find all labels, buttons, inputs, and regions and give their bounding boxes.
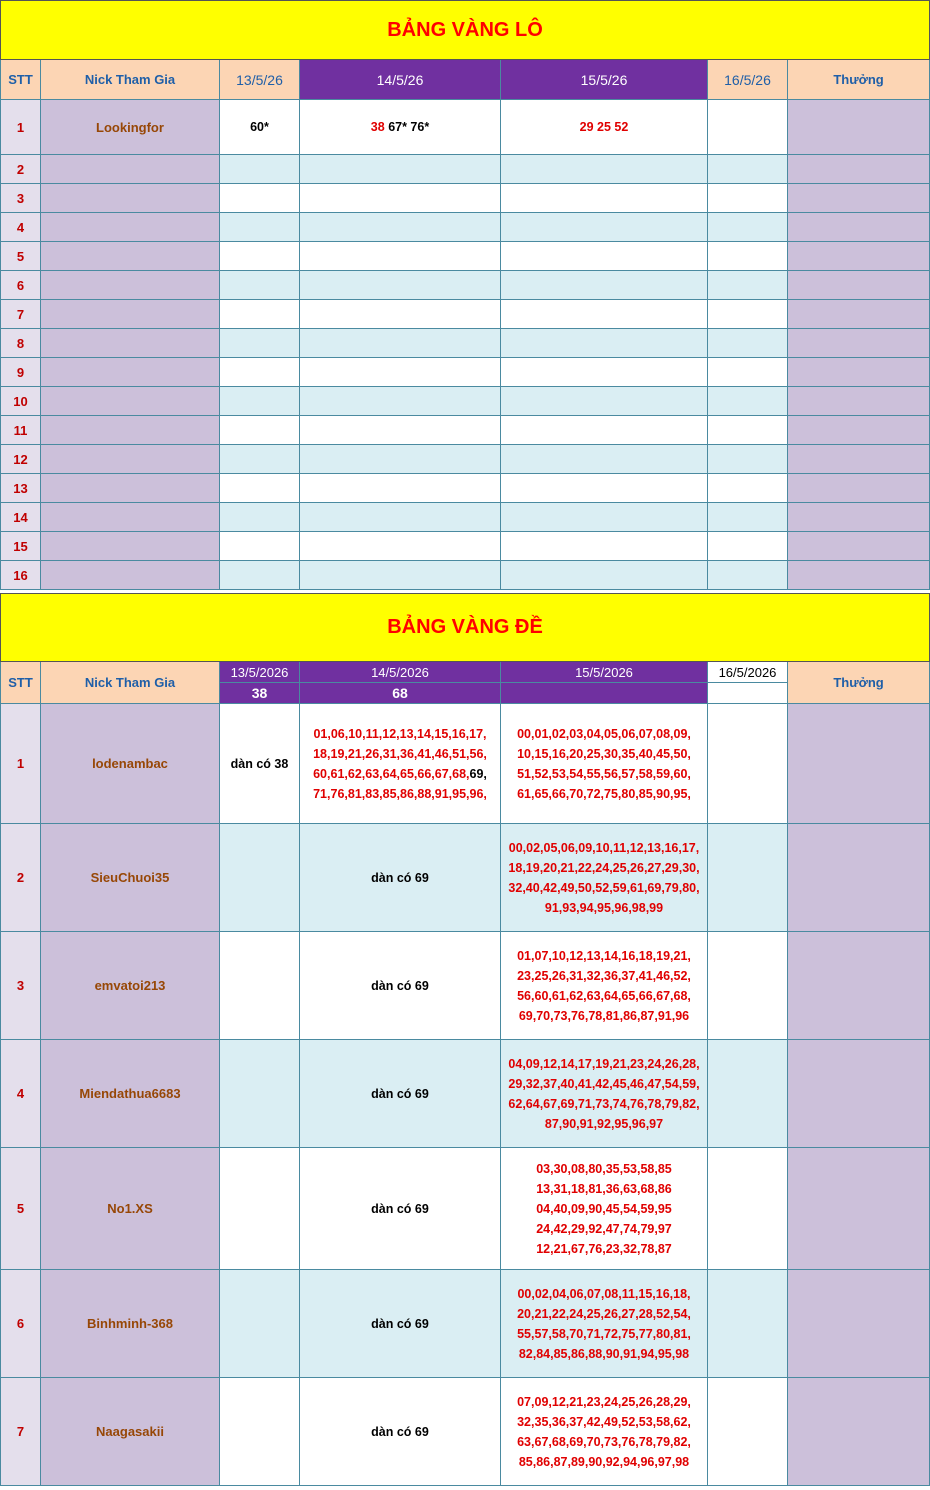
lo-row-date-3 bbox=[501, 532, 708, 561]
number-line: 87,90,91,92,95,96,97 bbox=[544, 1116, 664, 1131]
de-header-thuong: Thưởng bbox=[788, 662, 930, 704]
number-line: 29,32,37,40,41,42,45,46,47,54,59, bbox=[508, 1076, 700, 1091]
table-row bbox=[1, 1378, 930, 1486]
lo-row-date-1 bbox=[220, 416, 300, 445]
de-row-stt: 1 bbox=[1, 704, 41, 824]
de-row-thuong bbox=[788, 824, 930, 932]
lo-header-thuong: Thưởng bbox=[788, 60, 930, 100]
lo-row-nick bbox=[41, 184, 220, 213]
number-line: 10,15,16,20,25,30,35,40,45,50, bbox=[517, 746, 691, 761]
lo-row-date-2 bbox=[300, 329, 501, 358]
table-row bbox=[1, 155, 930, 184]
lo-row-date-1 bbox=[220, 474, 300, 503]
lo-row-thuong bbox=[788, 387, 930, 416]
dan-label: dàn có 69 bbox=[371, 978, 429, 993]
lo-row-thuong bbox=[788, 532, 930, 561]
lo-row-stt: 1 bbox=[1, 100, 41, 155]
de-row-date-1 bbox=[220, 1378, 300, 1486]
lo-row-date-2 bbox=[300, 184, 501, 213]
lo-row-date-3: 29 25 52 bbox=[501, 100, 708, 155]
lo-row-stt: 6 bbox=[1, 271, 41, 300]
lo-row-stt: 9 bbox=[1, 358, 41, 387]
number-line: 04,40,09,90,45,54,59,95 bbox=[536, 1201, 672, 1216]
lo-row-date-3 bbox=[501, 561, 708, 590]
number-line: 63,67,68,69,70,73,76,78,79,82, bbox=[517, 1434, 691, 1449]
lo-row-thuong bbox=[788, 213, 930, 242]
de-row-date-3 bbox=[501, 824, 708, 932]
lo-row-thuong bbox=[788, 329, 930, 358]
lo-row-date-3 bbox=[501, 416, 708, 445]
de-row-date-2 bbox=[300, 1148, 501, 1270]
de-row-stt: 7 bbox=[1, 1378, 41, 1486]
lo-row-nick bbox=[41, 416, 220, 445]
de-row-date-1 bbox=[220, 824, 300, 932]
table-row bbox=[1, 184, 930, 213]
table-row bbox=[1, 1270, 930, 1378]
lo-row-nick bbox=[41, 358, 220, 387]
lo-row-date-3 bbox=[501, 184, 708, 213]
number-line: 18,19,20,21,22,24,25,26,27,29,30, bbox=[508, 860, 700, 875]
number-line: 24,42,29,92,47,74,79,97 bbox=[536, 1221, 672, 1236]
lo-row-thuong bbox=[788, 561, 930, 590]
number-line: 69, bbox=[469, 766, 487, 781]
lo-number-black: 67* 76* bbox=[388, 120, 430, 134]
lo-row-stt: 11 bbox=[1, 416, 41, 445]
de-header-date-4: 16/5/2026 bbox=[708, 662, 788, 683]
dan-label: dàn có 69 bbox=[371, 870, 429, 885]
table-row bbox=[1, 932, 930, 1040]
dan-label: dàn có 69 bbox=[371, 1316, 429, 1331]
number-line: 00,01,02,03,04,05,06,07,08,09, bbox=[517, 726, 691, 741]
number-line: 12,21,67,76,23,32,78,87 bbox=[536, 1241, 672, 1256]
lo-row-thuong bbox=[788, 155, 930, 184]
de-table bbox=[0, 593, 930, 1486]
number-line: 56,60,61,62,63,64,65,66,67,68, bbox=[517, 988, 691, 1003]
table-row bbox=[1, 561, 930, 590]
lo-row-date-1 bbox=[220, 329, 300, 358]
lo-row-date-1 bbox=[220, 503, 300, 532]
lo-row-thuong bbox=[788, 445, 930, 474]
number-line: 13,31,18,81,36,63,68,86 bbox=[536, 1181, 672, 1196]
lo-row-date-2 bbox=[300, 271, 501, 300]
de-row-thuong bbox=[788, 704, 930, 824]
number-line: 55,57,58,70,71,72,75,77,80,81, bbox=[517, 1326, 691, 1341]
lo-row-stt: 5 bbox=[1, 242, 41, 271]
lo-row-nick bbox=[41, 213, 220, 242]
lo-row-date-3 bbox=[501, 474, 708, 503]
lo-row-date-4 bbox=[708, 561, 788, 590]
lo-row-date-4 bbox=[708, 300, 788, 329]
lo-row-date-2 bbox=[300, 445, 501, 474]
lo-row-date-1 bbox=[220, 184, 300, 213]
lo-row-nick bbox=[41, 271, 220, 300]
de-row-date-4 bbox=[708, 1148, 788, 1270]
lo-row-date-4 bbox=[708, 532, 788, 561]
lo-row-stt: 10 bbox=[1, 387, 41, 416]
lo-row-date-4 bbox=[708, 242, 788, 271]
number-line: 32,35,36,37,42,49,52,53,58,62, bbox=[517, 1414, 691, 1429]
lo-row-stt: 4 bbox=[1, 213, 41, 242]
de-row-date-4 bbox=[708, 1378, 788, 1486]
dan-label: dàn có 69 bbox=[371, 1086, 429, 1101]
lo-row-date-2 bbox=[300, 242, 501, 271]
lo-table bbox=[0, 0, 930, 590]
number-line: 71,76,81,83,85,86,88,91,95,96, bbox=[313, 786, 487, 801]
number-line: 85,86,87,89,90,92,94,96,97,98 bbox=[518, 1454, 690, 1469]
de-row-thuong bbox=[788, 1270, 930, 1378]
lo-row-date-3 bbox=[501, 155, 708, 184]
lo-row-thuong bbox=[788, 474, 930, 503]
lo-row-date-1 bbox=[220, 445, 300, 474]
lo-row-date-4 bbox=[708, 271, 788, 300]
de-row-nick: lodenambac bbox=[41, 704, 220, 824]
lo-row-date-4 bbox=[708, 503, 788, 532]
lo-row-date-2 bbox=[300, 387, 501, 416]
de-row-date-1 bbox=[220, 932, 300, 1040]
lo-row-nick bbox=[41, 561, 220, 590]
lo-row-nick bbox=[41, 300, 220, 329]
lo-row-date-4 bbox=[708, 358, 788, 387]
lo-row-nick bbox=[41, 387, 220, 416]
lo-row-date-2 bbox=[300, 300, 501, 329]
lo-row-nick bbox=[41, 474, 220, 503]
lo-row-date-2 bbox=[300, 416, 501, 445]
table-row bbox=[1, 474, 930, 503]
lo-row-date-2 bbox=[300, 358, 501, 387]
number-line: 07,09,12,21,23,24,25,26,28,29, bbox=[517, 1394, 691, 1409]
lo-header-date-4: 16/5/26 bbox=[708, 60, 788, 100]
de-row-date-3 bbox=[501, 1040, 708, 1148]
number-line: 04,09,12,14,17,19,21,23,24,26,28, bbox=[508, 1056, 700, 1071]
lo-row-date-3 bbox=[501, 358, 708, 387]
lo-row-date-2 bbox=[300, 155, 501, 184]
lo-row-date-2 bbox=[300, 474, 501, 503]
table-row bbox=[1, 271, 930, 300]
lo-row-date-1 bbox=[220, 532, 300, 561]
lo-row-thuong bbox=[788, 416, 930, 445]
lo-row-stt: 2 bbox=[1, 155, 41, 184]
number-line: 60,61,62,63,64,65,66,67,68, bbox=[313, 766, 470, 781]
lo-row-nick bbox=[41, 503, 220, 532]
lo-header-date-1: 13/5/26 bbox=[220, 60, 300, 100]
table-row bbox=[1, 503, 930, 532]
lo-row-date-1: 60* bbox=[220, 100, 300, 155]
lo-row-date-4 bbox=[708, 100, 788, 155]
lo-row-thuong bbox=[788, 271, 930, 300]
lo-row-stt: 16 bbox=[1, 561, 41, 590]
de-row-date-2 bbox=[300, 1270, 501, 1378]
de-row-date-3 bbox=[501, 932, 708, 1040]
number-line: 01,07,10,12,13,14,16,18,19,21, bbox=[517, 948, 691, 963]
lo-header-stt: STT bbox=[1, 60, 41, 100]
table-row bbox=[1, 300, 930, 329]
de-row-date-4 bbox=[708, 824, 788, 932]
table-row bbox=[1, 242, 930, 271]
table-row bbox=[1, 704, 930, 824]
de-row-date-3 bbox=[501, 1270, 708, 1378]
de-row-date-4 bbox=[708, 932, 788, 1040]
de-row-nick: Binhminh-368 bbox=[41, 1270, 220, 1378]
lo-row-date-3 bbox=[501, 445, 708, 474]
number-line: 20,21,22,24,25,26,27,28,52,54, bbox=[517, 1306, 691, 1321]
table-row bbox=[1, 416, 930, 445]
de-row-date-4 bbox=[708, 1270, 788, 1378]
de-row-nick: Miendathua6683 bbox=[41, 1040, 220, 1148]
dan-label: dàn có 69 bbox=[371, 1424, 429, 1439]
lo-row-date-2 bbox=[300, 100, 501, 155]
lo-row-date-1 bbox=[220, 155, 300, 184]
lo-row-date-1 bbox=[220, 561, 300, 590]
lo-row-nick bbox=[41, 242, 220, 271]
de-row-date-2 bbox=[300, 824, 501, 932]
table-row bbox=[1, 358, 930, 387]
lo-row-date-4 bbox=[708, 184, 788, 213]
table-row bbox=[1, 329, 930, 358]
de-row-stt: 3 bbox=[1, 932, 41, 1040]
de-header-stt: STT bbox=[1, 662, 41, 704]
lo-row-stt: 14 bbox=[1, 503, 41, 532]
lo-row-nick bbox=[41, 445, 220, 474]
lo-row-thuong bbox=[788, 184, 930, 213]
de-header-date-2: 14/5/2026 bbox=[300, 662, 501, 683]
lo-row-date-1 bbox=[220, 271, 300, 300]
de-row-date-3 bbox=[501, 1378, 708, 1486]
number-line: 51,52,53,54,55,56,57,58,59,60, bbox=[517, 766, 691, 781]
lo-header-nick: Nick Tham Gia bbox=[41, 60, 220, 100]
table-row bbox=[1, 1040, 930, 1148]
number-line: 23,25,26,31,32,36,37,41,46,52, bbox=[517, 968, 691, 983]
number-line: 62,64,67,69,71,73,74,76,78,79,82, bbox=[508, 1096, 700, 1111]
table-row bbox=[1, 532, 930, 561]
lo-row-stt: 12 bbox=[1, 445, 41, 474]
de-row-date-1 bbox=[220, 1148, 300, 1270]
number-line: 69,70,73,76,78,81,86,87,91,96 bbox=[518, 1008, 690, 1023]
number-line: 18,19,21,26,31,36,41,46,51,56, bbox=[313, 746, 487, 761]
de-row-date-4 bbox=[708, 704, 788, 824]
de-row-nick: Naagasakii bbox=[41, 1378, 220, 1486]
lo-row-date-2 bbox=[300, 213, 501, 242]
de-row-date-3 bbox=[501, 704, 708, 824]
de-row-thuong bbox=[788, 1040, 930, 1148]
table-row bbox=[1, 824, 930, 932]
lo-header-date-2: 14/5/26 bbox=[300, 60, 501, 100]
de-row-nick: No1.XS bbox=[41, 1148, 220, 1270]
lo-title: BẢNG VÀNG LÔ bbox=[1, 1, 930, 60]
de-result-3 bbox=[501, 683, 708, 704]
number-line: 03,30,08,80,35,53,58,85 bbox=[536, 1161, 672, 1176]
number-line: 82,84,85,86,88,90,91,94,95,98 bbox=[518, 1346, 690, 1361]
lo-row-date-4 bbox=[708, 416, 788, 445]
de-row-stt: 5 bbox=[1, 1148, 41, 1270]
de-rows bbox=[1, 704, 930, 1486]
lo-row-thuong bbox=[788, 300, 930, 329]
table-row bbox=[1, 1148, 930, 1270]
lo-row-date-4 bbox=[708, 213, 788, 242]
lo-row-date-3 bbox=[501, 300, 708, 329]
lo-row-thuong bbox=[788, 100, 930, 155]
lo-row-date-3 bbox=[501, 387, 708, 416]
lo-row-stt: 13 bbox=[1, 474, 41, 503]
lo-row-date-2 bbox=[300, 503, 501, 532]
de-row-date-2 bbox=[300, 704, 501, 824]
lo-row-date-1 bbox=[220, 358, 300, 387]
de-row-stt: 4 bbox=[1, 1040, 41, 1148]
de-row-nick: emvatoi213 bbox=[41, 932, 220, 1040]
de-result-4 bbox=[708, 683, 788, 704]
lo-row-stt: 15 bbox=[1, 532, 41, 561]
lo-row-date-4 bbox=[708, 445, 788, 474]
de-title: BẢNG VÀNG ĐỀ bbox=[1, 594, 930, 662]
lo-row-nick bbox=[41, 532, 220, 561]
dan-label: dàn có 69 bbox=[371, 1201, 429, 1216]
lo-row-stt: 8 bbox=[1, 329, 41, 358]
lo-row-date-3 bbox=[501, 329, 708, 358]
de-result-1: 38 bbox=[220, 683, 300, 704]
number-line: 91,93,94,95,96,98,99 bbox=[544, 900, 664, 915]
de-row-date-1 bbox=[220, 1270, 300, 1378]
number-line: 00,02,04,06,07,08,11,15,16,18, bbox=[517, 1286, 691, 1301]
number-line: 32,40,42,49,50,52,59,61,69,79,80, bbox=[508, 880, 700, 895]
de-row-nick: SieuChuoi35 bbox=[41, 824, 220, 932]
de-row-thuong bbox=[788, 932, 930, 1040]
de-row-thuong bbox=[788, 1378, 930, 1486]
lo-row-date-2 bbox=[300, 532, 501, 561]
lo-row-nick bbox=[41, 329, 220, 358]
de-row-thuong bbox=[788, 1148, 930, 1270]
lo-row-date-2 bbox=[300, 561, 501, 590]
number-line: 01,06,10,11,12,13,14,15,16,17, bbox=[313, 726, 487, 741]
lo-row-date-4 bbox=[708, 474, 788, 503]
lo-row-nick: Lookingfor bbox=[41, 100, 220, 155]
lo-row-date-4 bbox=[708, 387, 788, 416]
lo-row-thuong bbox=[788, 242, 930, 271]
lo-row-nick bbox=[41, 155, 220, 184]
lo-row-date-1 bbox=[220, 300, 300, 329]
de-row-date-4 bbox=[708, 1040, 788, 1148]
lo-row-date-3 bbox=[501, 213, 708, 242]
lo-row-date-1 bbox=[220, 213, 300, 242]
lo-row-date-3 bbox=[501, 271, 708, 300]
de-row-date-1: dàn có 38 bbox=[220, 704, 300, 824]
de-row-stt: 2 bbox=[1, 824, 41, 932]
table-row bbox=[1, 387, 930, 416]
lo-row-stt: 7 bbox=[1, 300, 41, 329]
lo-empty-rows bbox=[1, 155, 930, 590]
lo-row-date-3 bbox=[501, 242, 708, 271]
de-row-date-3 bbox=[501, 1148, 708, 1270]
de-result-2: 68 bbox=[300, 683, 501, 704]
lo-header-date-3: 15/5/26 bbox=[501, 60, 708, 100]
lo-row-date-4 bbox=[708, 329, 788, 358]
lo-row-date-4 bbox=[708, 155, 788, 184]
lo-row-date-1 bbox=[220, 242, 300, 271]
lo-row-date-3 bbox=[501, 503, 708, 532]
de-header-date-1: 13/5/2026 bbox=[220, 662, 300, 683]
de-row-date-2 bbox=[300, 932, 501, 1040]
table-row bbox=[1, 445, 930, 474]
lo-row-thuong bbox=[788, 358, 930, 387]
number-line: 00,02,05,06,09,10,11,12,13,16,17, bbox=[508, 840, 700, 855]
number-line: 61,65,66,70,72,75,80,85,90,95, bbox=[517, 786, 691, 801]
lo-row-thuong bbox=[788, 503, 930, 532]
de-header-date-3: 15/5/2026 bbox=[501, 662, 708, 683]
lo-row-stt: 3 bbox=[1, 184, 41, 213]
de-row-date-2 bbox=[300, 1040, 501, 1148]
de-row-date-2 bbox=[300, 1378, 501, 1486]
de-header-nick: Nick Tham Gia bbox=[41, 662, 220, 704]
de-row-date-1 bbox=[220, 1040, 300, 1148]
de-row-stt: 6 bbox=[1, 1270, 41, 1378]
lo-row-date-1 bbox=[220, 387, 300, 416]
table-row bbox=[1, 213, 930, 242]
lo-number-red: 38 bbox=[370, 120, 385, 134]
